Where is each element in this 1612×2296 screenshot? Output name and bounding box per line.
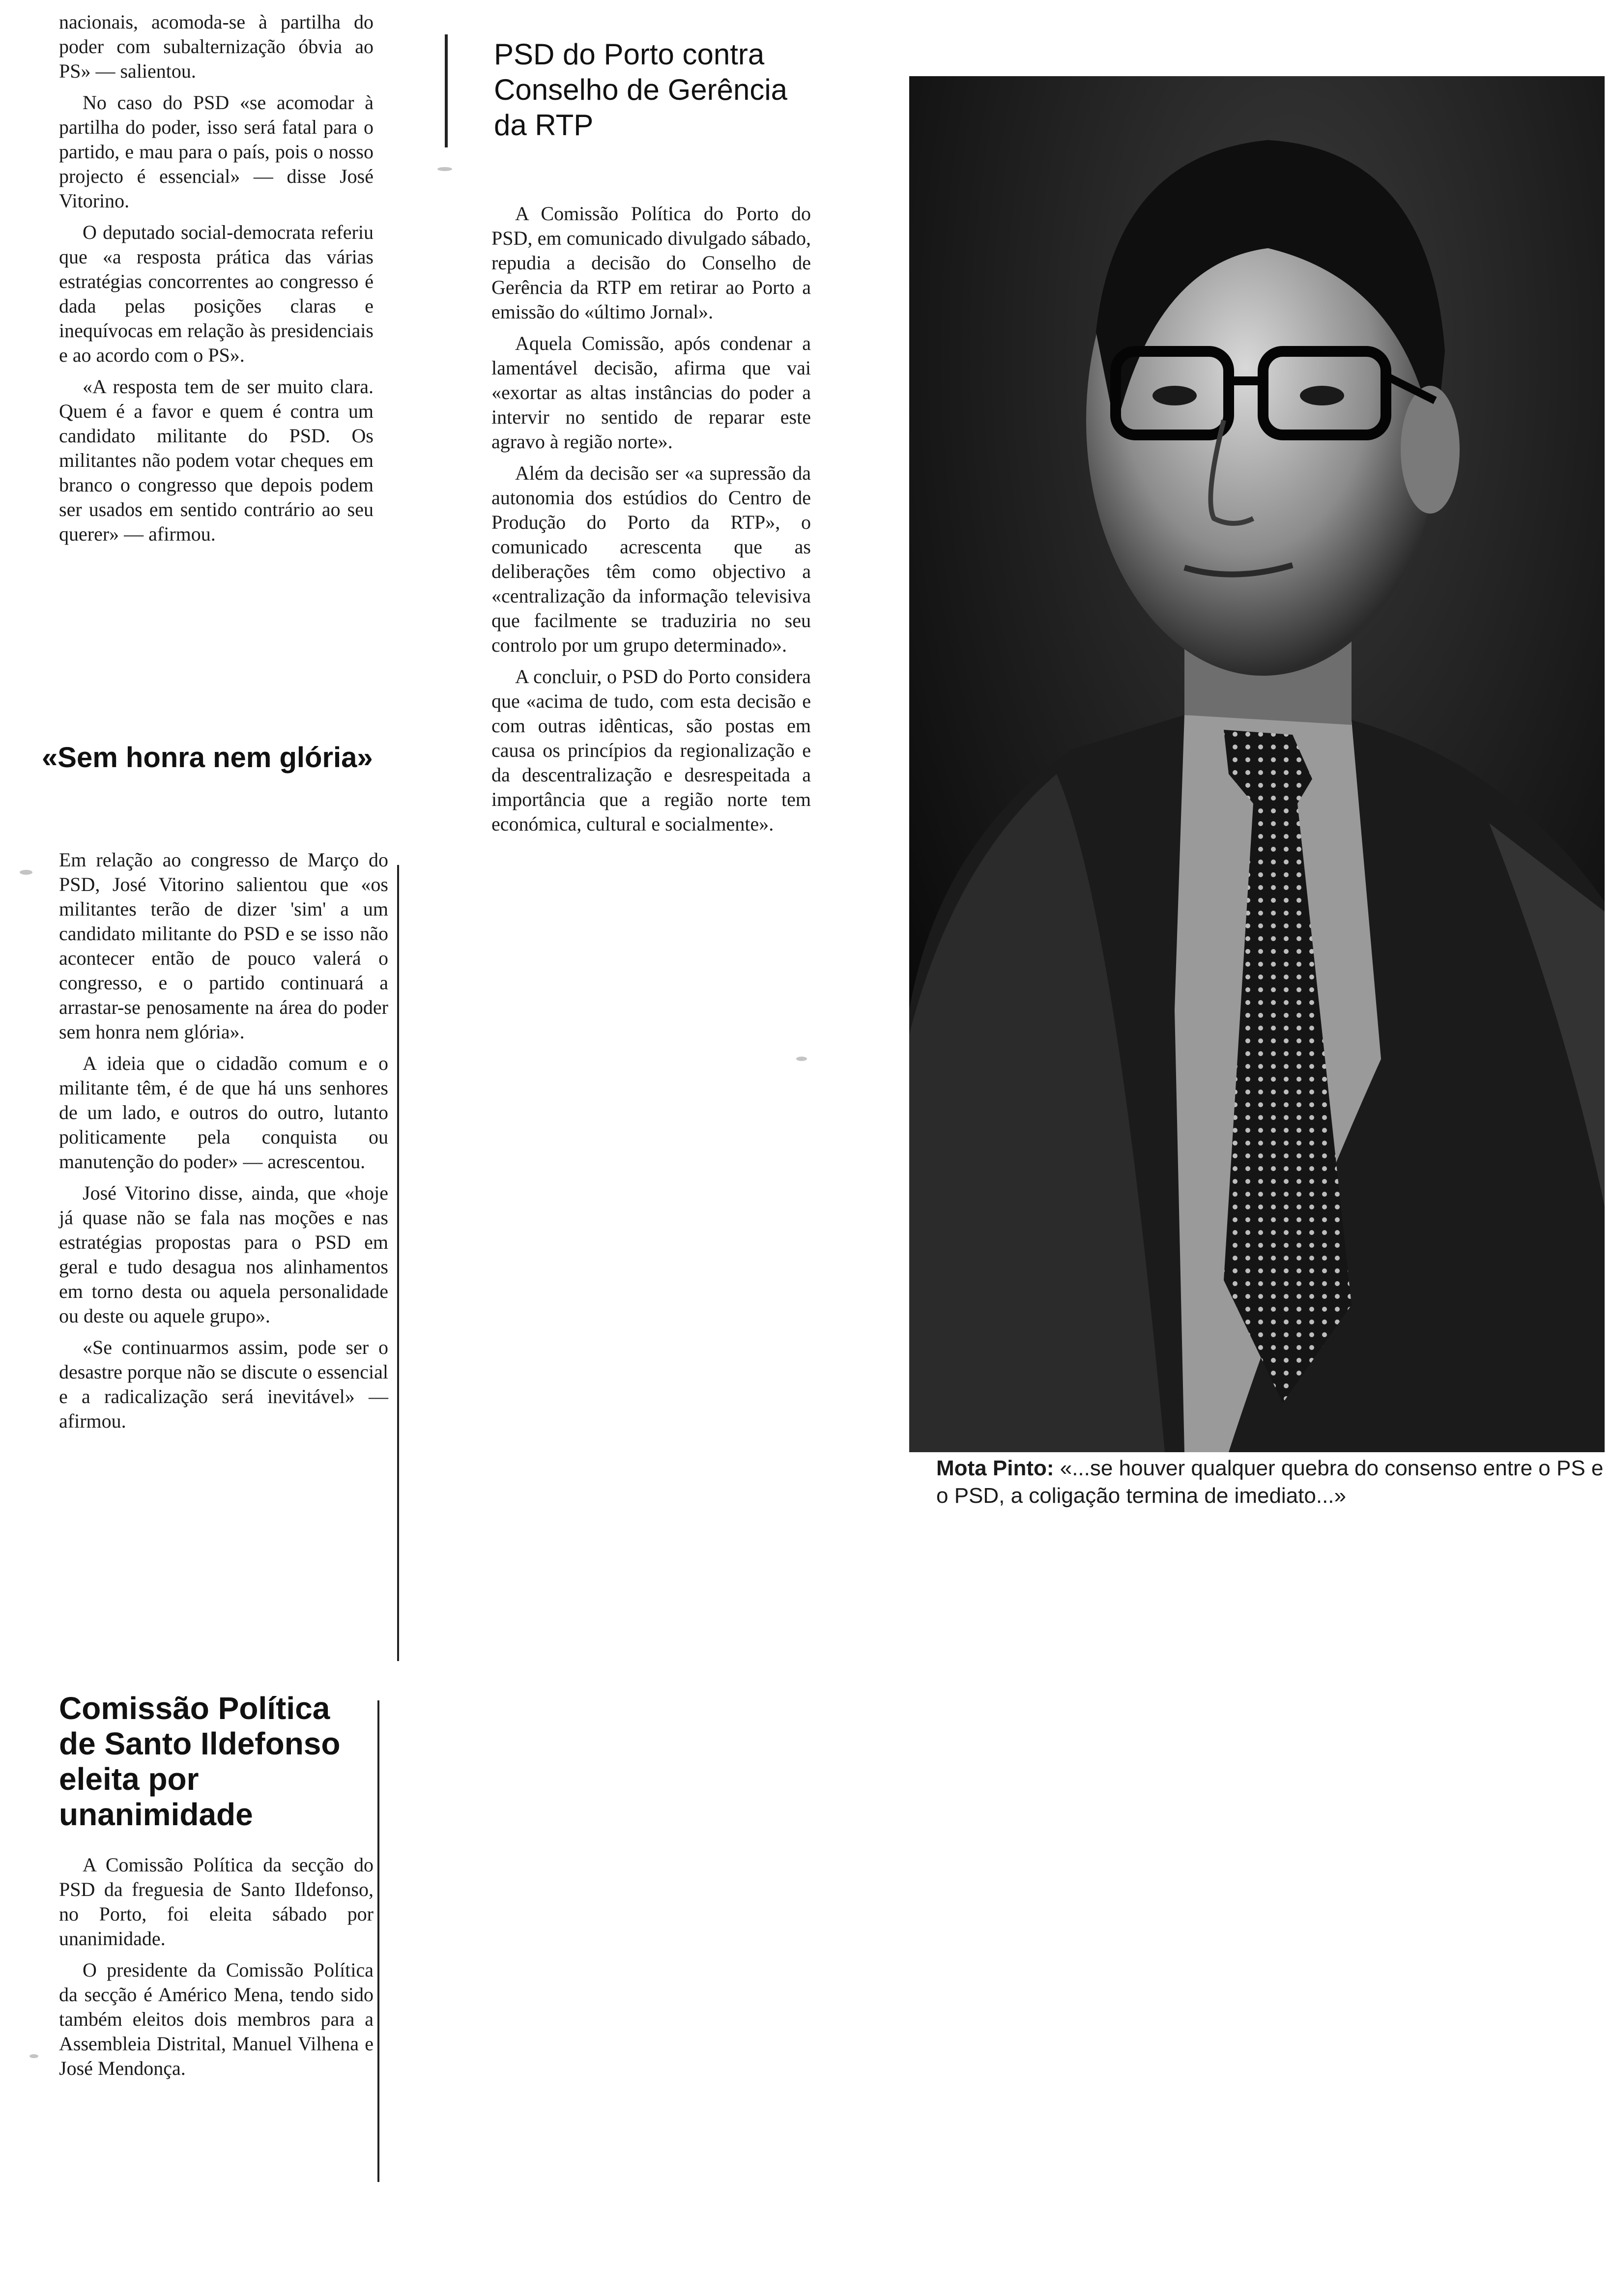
- print-speck: [796, 1057, 807, 1061]
- santo-ildefonso-headline: Comissão Política de Santo Ildefonso eleita por unanimidade: [59, 1691, 341, 1832]
- santo-ildefonso-paragraph-1: A Comissão Política da secção do PSD da freguesia de Santo Ildefonso, no Porto, foi eleita sábado por unanimidade.: [59, 1854, 374, 1950]
- left-paragraph-3: O deputado social-democrata referiu que «a resposta prática das várias estratégias concorrentes ao congresso é dada pelas posições claras e inequívocas em relação às presidenciais e ao acordo com o PS».: [59, 221, 374, 366]
- left-paragraph-5: Em relação ao congresso de Março do PSD, José Vitorino salientou que «os militantes terão de dizer 'sim' a um candidato militante do PSD e se isso não acontecer então de pouco valerá o congresso, e o partido continuará a arrastar-se penosamente na área do poder sem honra nem glória».: [59, 849, 388, 1043]
- rtp-headline-bar: [445, 34, 448, 147]
- left-paragraph-8: «Se continuarmos assim, pode ser o desastre porque não se discute o essencial e a radicalização será inevitável» — afirmou.: [59, 1336, 388, 1432]
- left-column-continued: [59, 848, 388, 1440]
- print-speck: [20, 870, 32, 875]
- rtp-paragraph-3: Além da decisão ser «a supressão da autonomia dos estúdios do Centro de Produção do Porto da RTP», o comunicado acrescenta que as deliberações têm como objectivo a «centralização da informação televisiva que facilmente se traduziria no seu controlo por um grupo determinado».: [491, 462, 811, 656]
- left-paragraph-4: «A resposta tem de ser muito clara. Quem é a favor e quem é contra um candidato militante do PSD. Os militantes não podem votar cheques em branco o congresso que depois podem ser usados em sentido contrário ao seu querer» — afirmou.: [59, 375, 374, 545]
- left-paragraph-6: A ideia que o cidadão comum e o militante têm, é de que há uns senhores de um lado, e outros do outro, lutanto politicamente pela conquista ou manutenção do poder» — acrescentou.: [59, 1052, 388, 1173]
- rtp-paragraph-2: Aquela Comissão, após condenar a lamentável decisão, afirma que vai «exortar as altas instâncias do poder a intervir no sentido de reparar este agravo à região norte».: [491, 332, 811, 453]
- left-paragraph-1: nacionais, acomoda-se à partilha do poder com subalternização óbvia ao PS» — salientou.: [59, 11, 374, 82]
- rtp-paragraph-4: A concluir, o PSD do Porto considera que «acima de tudo, com esta decisão e com outras idênticas, são postas em causa os princípios da regionalização e da descentralização e desrespeitada a importância que a região norte tem económica, cultural e socialmente».: [491, 665, 811, 835]
- photo-caption: [936, 1455, 1610, 1510]
- portrait-illustration: [909, 76, 1605, 1452]
- santo-ildefonso-paragraph-2: O presidente da Comissão Política da secção é Américo Mena, tendo sido também eleitos dois membros para a Assembleia Distrital, Manuel Vilhena e José Mendonça.: [59, 1959, 374, 2079]
- rtp-body: [491, 201, 811, 843]
- caption-text: «...se houver qualquer quebra do consenso entre o PS e o PSD, a coligação termina de imediato...»: [936, 1456, 1604, 1508]
- santo-ildefonso-body: [59, 1853, 374, 2088]
- caption-name: Mota Pinto:: [936, 1456, 1054, 1480]
- left-column-rule: [397, 865, 399, 1661]
- left-paragraph-7: José Vitorino disse, ainda, que «hoje já quase não se fala nas moções e nas estratégias propostas para o PSD em geral e tudo desagua nos alinhamentos em torno desta ou aquela personalidade ou deste ou aquele grupo».: [59, 1182, 388, 1327]
- print-speck: [29, 2054, 38, 2058]
- left-column: [59, 10, 374, 553]
- portrait-photo: [909, 76, 1605, 1452]
- subhead-sem-honra: «Sem honra nem glória»: [42, 742, 373, 774]
- print-speck: [437, 167, 452, 171]
- santo-ildefonso-rule: [377, 1700, 379, 2182]
- rtp-headline: PSD do Porto contra Conselho de Gerência da RTP: [494, 38, 788, 142]
- rtp-paragraph-1: A Comissão Política do Porto do PSD, em comunicado divulgado sábado, repudia a decisão do Conselho de Gerência da RTP em retirar ao Porto a emissão do «último Jornal».: [491, 202, 811, 323]
- left-paragraph-2: No caso do PSD «se acomodar à partilha do poder, isso será fatal para o partido, e mau para o país, pois o nosso projecto é essencial» — disse José Vitorino.: [59, 91, 374, 212]
